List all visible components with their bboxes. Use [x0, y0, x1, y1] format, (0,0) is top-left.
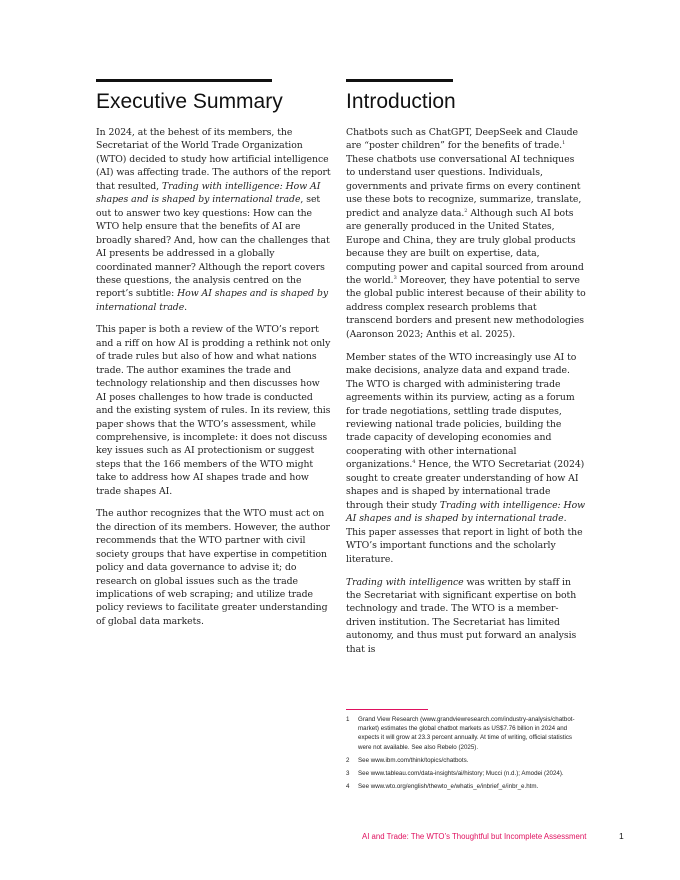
paragraph: In 2024, at the behest of its members, the Secretariat of the World Trade Organization (WTO) decided to study how artificial intelligence (AI) was affecting trade. The authors of the report that resulted, Trading with intelligence: How AI shapes and is shaped by international trade, set out to answer two key questions: How can the WTO help ensure that the benefits of AI are broadly shared? And, how can the challenges that AI presents be addressed in a globally coordinated manner? Although the report covers these questions, the analysis centred on the report’s subtitle: How AI shapes and is shaped by international trade. — [96, 127, 331, 313]
executive-summary-heading: Executive Summary — [96, 90, 283, 113]
paragraph: Member states of the WTO increasingly use AI to make decisions, analyze data and expand trade. The WTO is charged with administering trade agreements within its purview, acting as a forum for trade negotiations, settling trade disputes, reviewing national trade policies, building the trade capacity of developing economies and cooperating with other international organizations.$^4$ Hence, the WTO Secretariat (2024) sought to create greater understanding of how AI shapes and is shaped by international trade through their study Trading with intelligence: How AI shapes and is shaped by international trade. This paper assesses that report in light of both the WTO’s important functions and the scholarly literature. — [346, 351, 586, 565]
footnote-ref[interactable]: 3 — [393, 274, 397, 281]
paragraph: Trading with intelligence was written by staff in the Secretariat with significant expertise on both technology and trade. The WTO is a member-driven institution. The Secretariat has limited autonomy, and thus must put forward an analysis that is — [346, 576, 577, 655]
footnote: 2 See www.ibm.com/think/topics/chatbots. — [346, 756, 469, 764]
footnotes — [346, 715, 586, 795]
footnote-ref[interactable]: 4 — [412, 459, 416, 466]
paragraph: Chatbots such as ChatGPT, DeepSeek and Claude are “poster children” for the benefits of trade.$^1$ These chatbots use conversational AI techniques to understand user questions. Individuals, governments and private firms on every continent use these bots to recognize, summarize, translate, predict and analyze data.$^2$ Although such AI bots are generally produced in the United States, Europe and China, they are truly global products because they are built on expertise, data, computing power and capital sourced from around the world.$^3$ Moreover, they have potential to serve the global public interest because of their ability to address complex research problems that transcend borders and present new methodologies (Aaronson 2023; Anthis et al. 2025). — [346, 127, 586, 340]
introduction-heading: Introduction — [346, 90, 456, 113]
footnote-ref[interactable]: 2 — [464, 207, 468, 214]
footnote: 1 Grand View Research (www.grandviewresearch.com/industry-analysis/chatbot-market) estimates the global chatbot markets as US$7.76 billion in 2024 and expects it will grow at 23.3 percent annually. At time of writing, official statistics were not available. See also Rebelo (2025). — [346, 716, 575, 751]
report-subtitle: How AI shapes and is shaped by international trade — [96, 288, 329, 313]
section-top-rule — [96, 79, 272, 82]
page-number: 1 — [619, 831, 624, 841]
paragraph: The author recognizes that the WTO must act on the direction of its members. However, the author recommends that the WTO partner with civil society groups that have expertise in competition policy and data governance to advise it; do research on global issues such as the trade implications of web scraping; and utilize trade policy reviews to facilitate greater understanding of global data markets. — [96, 508, 330, 627]
running-footer: AI and Trade: The WTO’s Thoughtful but Incomplete Assessment — [362, 832, 587, 841]
report-title: Trading with intelligence: How AI shapes and is shaped by international trade — [96, 180, 321, 206]
executive-summary-body — [96, 126, 332, 637]
footnote-divider — [346, 709, 428, 710]
section-top-rule — [346, 79, 453, 82]
report-title: Trading with intelligence: How AI shapes and is shaped by international trade — [346, 499, 586, 525]
footnote: 3 See www.tableau.com/data-insights/ai/history; Mucci (n.d.); Amodei (2024). — [346, 770, 564, 778]
footnote-ref[interactable]: 1 — [562, 140, 566, 147]
footnote: 4 See www.wto.org/english/thewto_e/whatis_e/inbrief_e/inbr_e.htm. — [346, 783, 539, 791]
introduction-body — [346, 126, 586, 666]
paragraph: This paper is both a review of the WTO’s report and a riff on how AI is prodding a rethink not only of trade rules but also of how and what nations trade. The author examines the trade and technology relationship and then discusses how AI poses challenges to how trade is conducted and the existing system of rules. In its review, this paper shows that the WTO’s assessment, while comprehensive, is incomplete: it does not discuss key issues such as AI protectionism or suggest steps that the 166 members of the WTO might take to address how AI shapes trade and how trade shapes AI. — [96, 324, 331, 497]
report-title: Trading with intelligence — [346, 576, 464, 588]
